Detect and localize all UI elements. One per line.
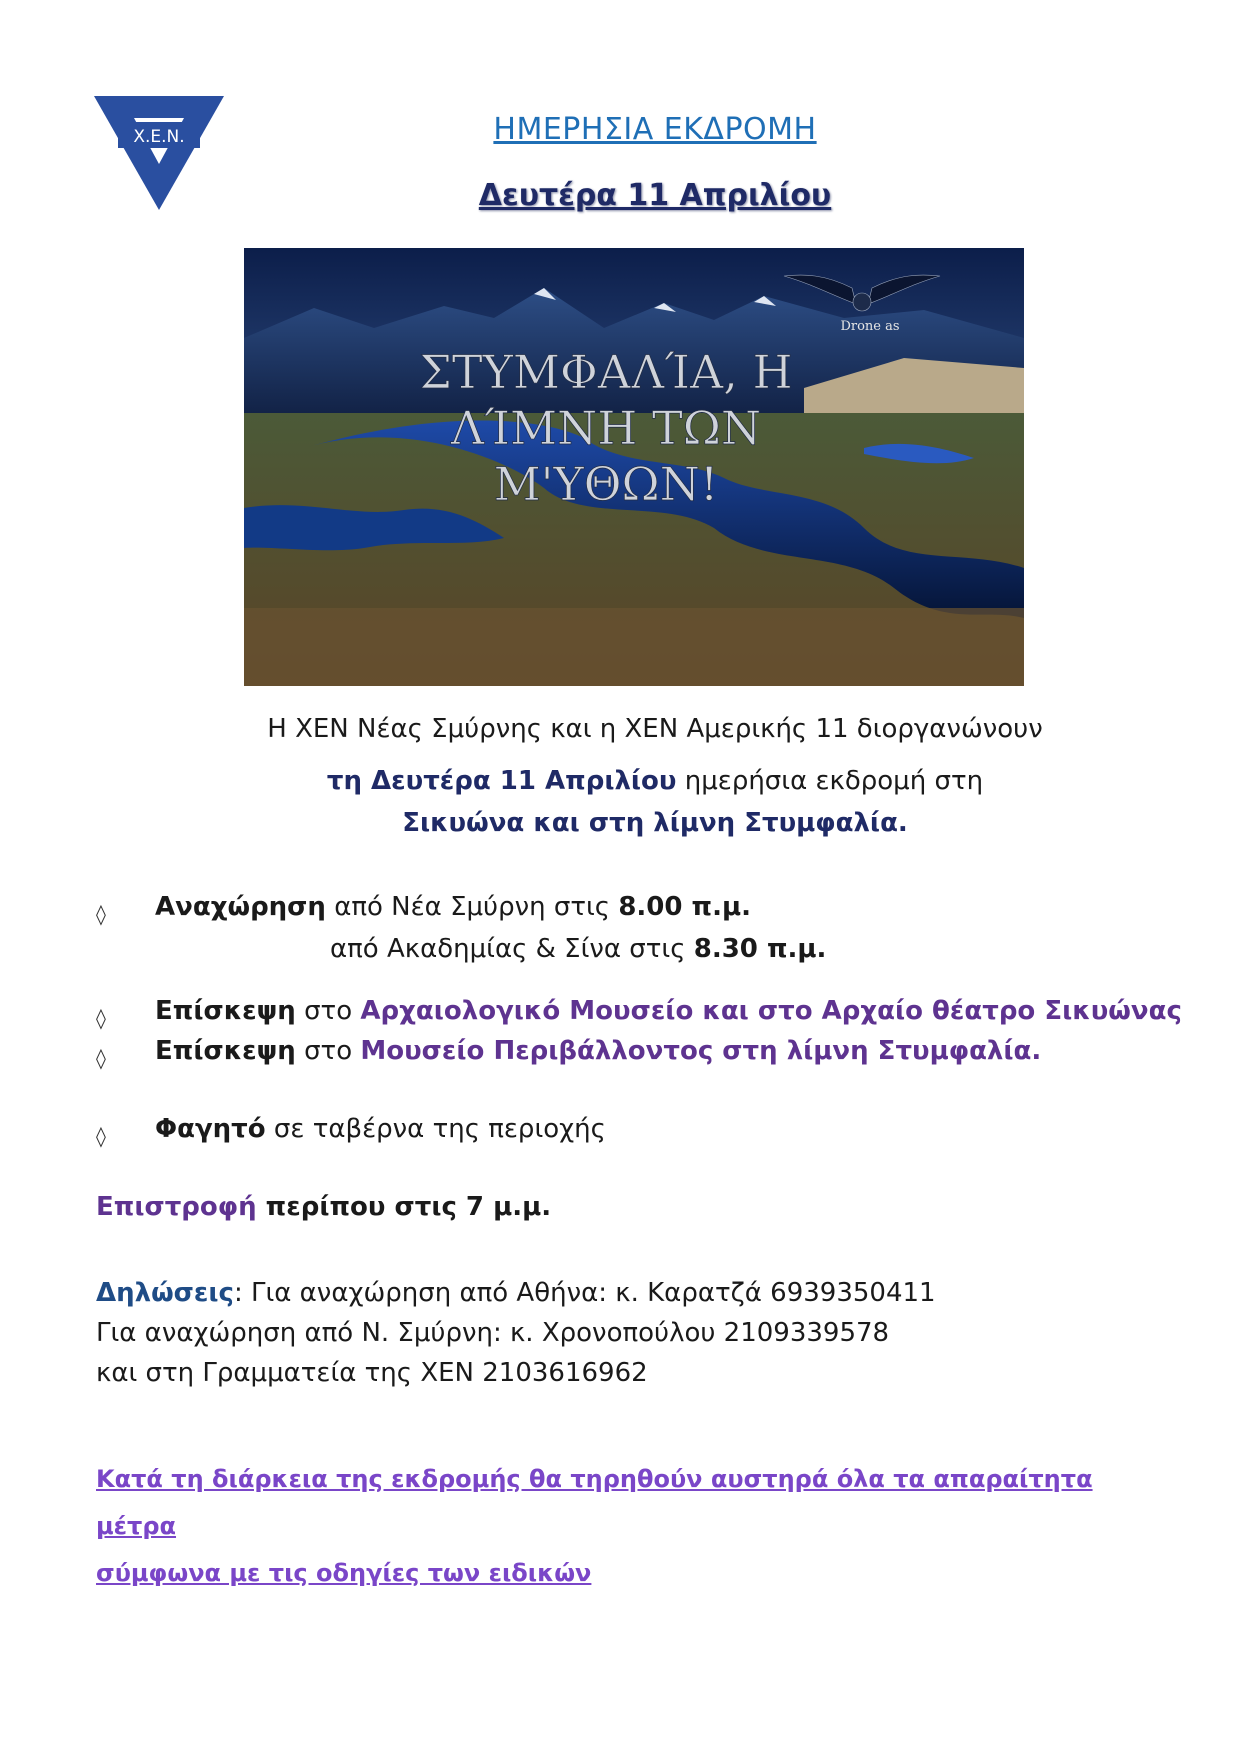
intro-line1: Η ΧΕΝ Νέας Σμύρνης και η ΧΕΝ Αμερικής 11 διοργανώνουν [267,714,1043,744]
visit2-mid: στο [295,1036,361,1066]
lake-photo [244,248,1024,686]
visit-line1 [155,996,1182,1026]
page-title: ΗΜΕΡΗΣΙΑ ΕΚΔΡΟΜΗ [493,112,817,147]
bullet-icon: ◊ [96,1006,106,1030]
photo-overlay-line1: ΣΤΥΜΦΑΛΊΑ, Η [419,345,793,399]
visit1-mid: στο [295,996,361,1026]
registrations-line3: και στη Γραμματεία της ΧΕΝ 2103616962 [96,1358,648,1388]
safety-note-line1: Κατά τη διάρκεια της εκδρομής θα τηρηθούν αυστηρά όλα τα απαραίτητα μέτρα [96,1465,1093,1540]
photo-overlay-line3: Μ'ΥΘΩΝ! [493,457,719,511]
food-line [155,1114,606,1144]
departure-time2: 8.30 π.μ. [693,934,827,964]
intro-line2 [0,766,1240,796]
photo-watermark: Drone as [840,319,900,334]
registrations-label: Δηλώσεις [96,1278,234,1308]
bullet-icon: ◊ [96,1124,106,1148]
logo-text: Χ.Ε.Ν. [133,127,185,147]
visit2-place: Μουσείο Περιβάλλοντος στη λίμνη Στυμφαλία. [360,1036,1042,1066]
photo-overlay-line2: ΛΊΜΝΗ ΤΩΝ [450,401,762,455]
return-label: Επιστροφή [96,1192,257,1222]
bullet-icon: ◊ [96,902,106,926]
visit1-place: Αρχαιολογικό Μουσείο και στο Αρχαίο θέατρο Σικυώνας [360,996,1182,1026]
registrations-line1 [96,1278,936,1308]
departure-label: Αναχώρηση [155,892,326,922]
departure-from2: από Ακαδημίας & Σίνα στις [330,934,694,964]
registrations-line1-rest: : Για αναχώρηση από Αθήνα: κ. Καρατζά 6939350411 [233,1278,936,1308]
departure-line2 [330,934,826,964]
departure-from1: από Νέα Σμύρνη στις [325,892,619,922]
departure-time1: 8.00 π.μ. [618,892,751,922]
event-date: Δευτέρα 11 Απριλίου [478,178,832,213]
visit-line2 [155,1036,1041,1066]
return-rest: περίπου στις 7 μ.μ. [256,1192,552,1222]
food-rest: σε ταβέρνα της περιοχής [265,1114,606,1144]
registrations-line2: Για αναχώρηση από Ν. Σμύρνη: κ. Χρονοπούλου 2109339578 [96,1318,890,1348]
food-label: Φαγητό [155,1114,266,1144]
safety-note [96,1456,1156,1597]
return-line [96,1192,551,1222]
safety-note-line2: σύμφωνα με τις οδηγίες των ειδικών [96,1559,592,1587]
departure-line1 [155,892,751,922]
intro-date: τη Δευτέρα 11 Απριλίου [326,766,677,796]
visit1-label: Επίσκεψη [155,996,296,1026]
bullet-icon: ◊ [96,1046,106,1070]
intro-destination: Σικυώνα και στη λίμνη Στυμφαλία. [402,808,908,838]
intro-line2-rest: ημερήσια εκδρομή στη [676,766,984,796]
visit2-label: Επίσκεψη [155,1036,296,1066]
